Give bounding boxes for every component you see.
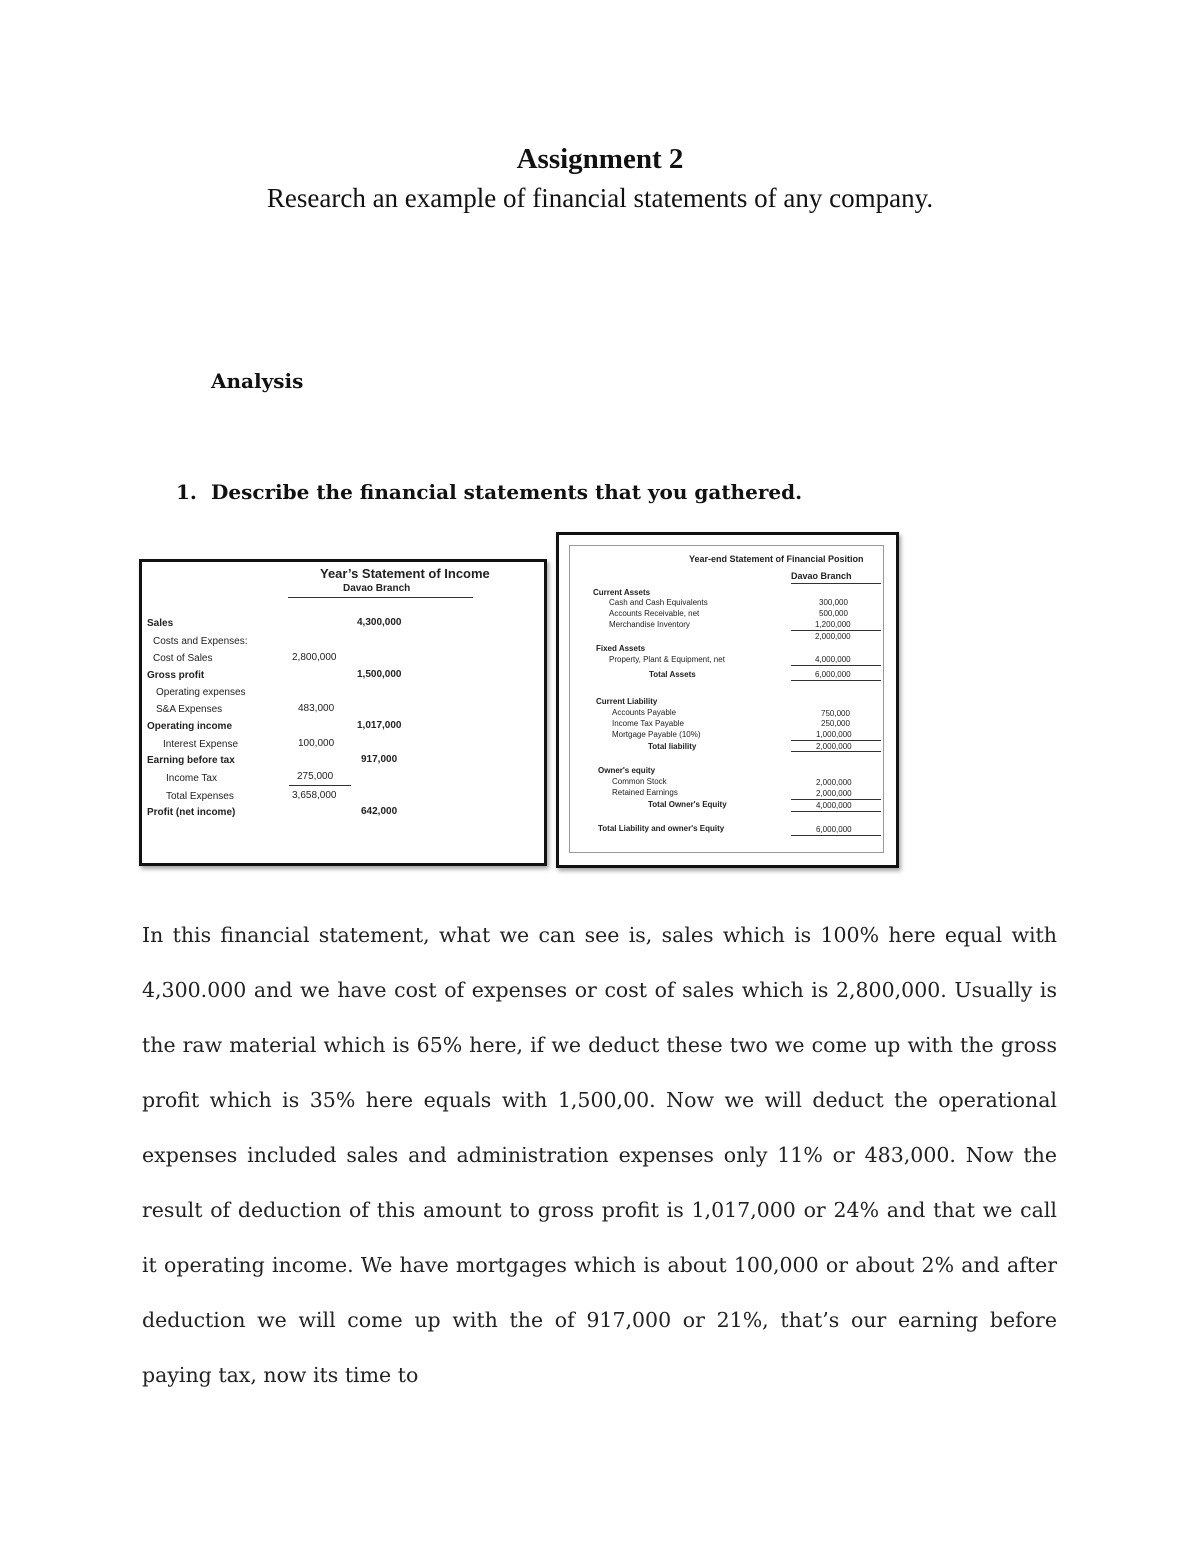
position-itp-label: Income Tax Payable (612, 719, 684, 728)
income-tax-rule (289, 785, 351, 786)
position-branch: Davao Branch (791, 571, 852, 581)
position-ar-label: Accounts Receivable, net (609, 609, 700, 618)
position-rule (791, 751, 881, 752)
income-header-rule (288, 597, 473, 598)
position-header-rule (791, 583, 881, 584)
income-statement-image (139, 559, 547, 866)
position-total-owners-equity-label: Total Owner's Equity (648, 800, 727, 809)
income-cost-of-sales-value: 2,800,000 (292, 652, 337, 663)
income-tax-label: Income Tax (166, 773, 217, 784)
income-profit-label: Profit (net income) (147, 807, 236, 818)
income-sa-expenses-label: S&A Expenses (156, 704, 223, 715)
position-current-assets-label: Current Assets (593, 588, 651, 597)
question-text: Describe the financial statements that you gathered. (211, 480, 803, 504)
income-operating-income-value: 1,017,000 (357, 720, 402, 731)
document-subtitle: Research an example of financial statements of any company. (266, 183, 934, 213)
financial-position-image (556, 532, 899, 868)
question-number: 1. (176, 480, 197, 504)
income-ebt-label: Earning before tax (147, 755, 235, 766)
position-ca-total-value: 2,000,000 (815, 632, 851, 641)
position-total-liability-label: Total liability (648, 742, 697, 751)
position-common-stock-value: 2,000,000 (816, 778, 852, 787)
position-ap-label: Accounts Payable (612, 708, 677, 717)
document-title: Assignment 2 (516, 143, 684, 175)
income-total-expenses-label: Total Expenses (166, 791, 234, 802)
position-rule (791, 799, 881, 800)
income-sales-value: 4,300,000 (357, 617, 402, 628)
position-cash-label: Cash and Cash Equivalents (609, 598, 708, 607)
income-costs-expenses-label: Costs and Expenses: (153, 636, 248, 647)
income-profit-value: 642,000 (361, 806, 398, 817)
income-gross-profit-value: 1,500,000 (357, 669, 402, 680)
position-current-liability-label: Current Liability (596, 697, 658, 706)
position-total-owners-equity-value: 4,000,000 (816, 801, 852, 810)
position-retained-earnings-label: Retained Earnings (612, 788, 678, 797)
position-inventory-label: Merchandise Inventory (609, 620, 690, 629)
income-sales-label: Sales (147, 618, 174, 629)
section-heading: Analysis (211, 369, 304, 393)
position-total-lo-value: 6,000,000 (816, 825, 852, 834)
position-owners-equity-label: Owner's equity (598, 766, 656, 775)
income-cost-of-sales-label: Cost of Sales (153, 653, 213, 664)
position-mortgage-label: Mortgage Payable (10%) (612, 730, 701, 739)
position-ppe-value: 4,000,000 (815, 655, 851, 664)
position-rule (791, 665, 881, 666)
position-rule (791, 680, 881, 681)
position-ar-value: 500,000 (819, 609, 848, 618)
position-total-assets-label: Total Assets (649, 670, 696, 679)
income-gross-profit-label: Gross profit (147, 670, 205, 681)
position-total-lo-label: Total Liability and owner's Equity (598, 824, 725, 833)
position-ppe-label: Property, Plant & Equipment, net (609, 655, 725, 664)
question-item (176, 480, 802, 504)
position-title: Year-end Statement of Financial Position (689, 554, 864, 564)
income-ebt-value: 917,000 (361, 754, 398, 765)
position-mortgage-value: 1,000,000 (816, 730, 852, 739)
position-itp-value: 250,000 (821, 719, 850, 728)
income-total-expenses-value: 3,658,000 (292, 790, 337, 801)
income-operating-income-label: Operating income (147, 721, 233, 732)
position-cash-value: 300,000 (819, 598, 848, 607)
position-fixed-assets-label: Fixed Assets (596, 644, 646, 653)
position-retained-earnings-value: 2,000,000 (816, 789, 852, 798)
position-total-assets-value: 6,000,000 (815, 670, 851, 679)
position-common-stock-label: Common Stock (612, 777, 667, 786)
position-rule (791, 811, 881, 812)
income-interest-expense-label: Interest Expense (163, 739, 239, 750)
income-interest-expense-value: 100,000 (298, 738, 335, 749)
income-branch: Davao Branch (343, 583, 411, 594)
position-total-liability-value: 2,000,000 (816, 742, 852, 751)
income-tax-value: 275,000 (297, 771, 334, 782)
income-operating-expenses-label: Operating expenses (156, 687, 246, 698)
income-sa-expenses-value: 483,000 (298, 703, 335, 714)
position-rule (791, 835, 881, 836)
position-rule (791, 630, 881, 631)
position-ap-value: 750,000 (821, 709, 850, 718)
analysis-paragraph: In this financial statement, what we can see is, sales which is 100% here equal with 4,300.000 and we have cost of expenses or cost of sales which is 2,800,000. Usually is the raw material which is 65% here, if we deduct these two we come up with the gross profit which is 35% here equals with 1,500,00. Now we will deduct the operational expenses included sales and administration expenses only 11% or 483,000. Now the result of deduction of this amount to gross profit is 1,017,000 or 24% and that we call it operating income. We have mortgages which is about 100,000 or about 2% and after deduction we will come up with the of 917,000 or 21%, that’s our earning before paying tax, now its time to (142, 923, 1057, 1387)
position-inventory-value: 1,200,000 (815, 620, 851, 629)
position-rule (791, 740, 881, 741)
income-title: Year’s Statement of Income (320, 566, 490, 581)
